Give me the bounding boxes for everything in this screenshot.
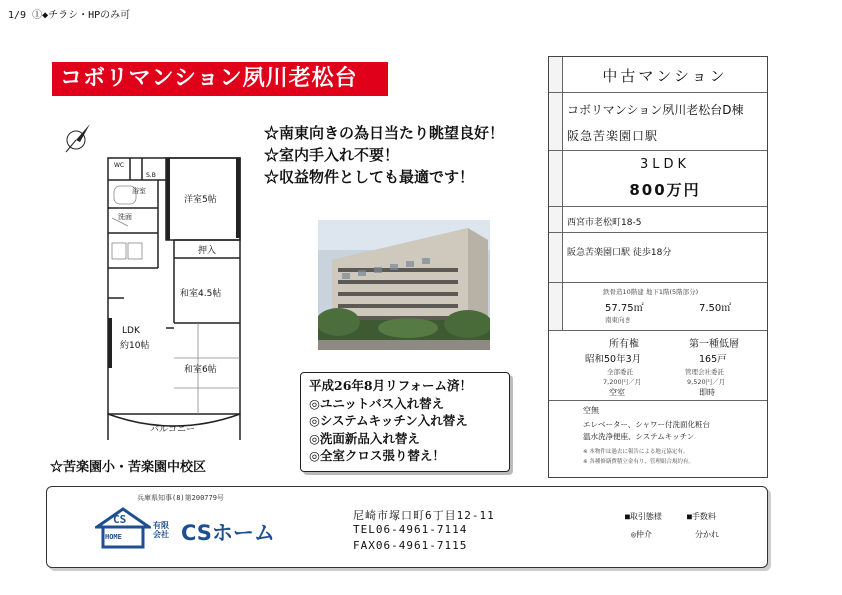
repair-fee: 9,520円／月 <box>687 378 726 386</box>
reform-item: ◎システムキッチン入れ替え <box>309 413 468 428</box>
property-name: コボリマンション夙川老松台D棟 <box>567 103 744 117</box>
access: 阪急苦楽園口駅 徒歩18分 <box>567 248 672 258</box>
current-status: 空室 <box>609 388 625 397</box>
address: 西宮市老松町18-5 <box>567 218 642 228</box>
room-storage: 押入 <box>198 246 217 256</box>
info-row-access <box>549 233 767 283</box>
direction: 南東向き <box>605 316 631 324</box>
management-company: 管理会社委託 <box>685 368 724 376</box>
building-photo-drawing <box>318 220 490 350</box>
legend-fee: ■手数料 <box>687 512 716 521</box>
row-head <box>549 207 563 232</box>
zoning: 第一種低層 <box>689 339 739 350</box>
floorplan <box>58 118 258 448</box>
license-number: 兵庫県知事(8)第200779号 <box>137 494 224 502</box>
room-bath: 浴室 <box>132 187 146 195</box>
room-japanese-2: 和室6帖 <box>184 365 217 375</box>
property-title-banner: コボリマンション夙川老松台 <box>52 62 388 96</box>
room-japanese-1: 和室4.5帖 <box>180 289 222 299</box>
area-main: 57.75㎡ <box>605 303 644 314</box>
legend-transaction: ■取引態様 <box>625 512 662 521</box>
equipment-2: 温水洗浄便座、システムキッチン <box>583 432 695 441</box>
feature-item: ☆南東向きの為日当たり眺望良好！ <box>264 124 505 142</box>
school-district: ☆苦楽園小・苦楽園中校区 <box>50 460 207 475</box>
info-row-equipment <box>549 401 767 477</box>
floorplan-drawing <box>58 118 258 448</box>
room-shoebox: S.B <box>146 172 156 179</box>
room-washroom: 洗面 <box>118 213 132 221</box>
nearest-station: 阪急苦楽園口駅 <box>567 129 659 143</box>
reform-item: ◎洗面新品入れ替え <box>309 430 420 446</box>
page-header: 1/9 ①◆チラシ・HPのみ可 <box>8 10 131 21</box>
parking: 空無 <box>583 406 599 415</box>
property-type: 中古マンション <box>602 67 728 85</box>
row-head <box>549 233 563 282</box>
room-ldk-size: 約10帖 <box>120 341 150 351</box>
info-row-type <box>549 57 767 93</box>
company-type: 有限会社 <box>153 521 169 539</box>
row-head <box>549 283 563 330</box>
legend-fee-value: 分かれ <box>695 530 719 539</box>
row-head <box>549 151 563 206</box>
reform-box <box>300 372 510 472</box>
info-row-name <box>549 93 767 151</box>
info-row-address <box>549 207 767 233</box>
row-head <box>549 93 563 150</box>
row-head <box>549 57 563 92</box>
room-balcony: バルコニー <box>150 425 196 435</box>
company-logo-icon <box>95 505 151 549</box>
feature-item: ☆収益物件としても最適です！ <box>264 168 475 186</box>
feature-list <box>264 122 504 188</box>
company-fax: FAX06-4961-7115 <box>353 539 468 552</box>
built-date: 昭和50年3月 <box>585 354 642 365</box>
legend-transaction-value: ◎仲介 <box>631 530 652 539</box>
info-row-structure <box>549 283 767 331</box>
room-ldk-title: LDK <box>122 326 140 336</box>
room-western: 洋室5帖 <box>184 195 217 205</box>
info-row-rights <box>549 331 767 401</box>
company-tel: TEL06-4961-7114 <box>353 523 468 536</box>
reform-title: 平成26年8月リフォーム済！ <box>309 378 472 393</box>
management-type: 全部委託 <box>607 368 633 376</box>
room-wc: WC <box>114 162 125 169</box>
reform-item: ◎ユニットバス入れ替え <box>309 395 445 411</box>
management-fee: 7,200円／月 <box>603 378 642 386</box>
logo-text-bottom: HOME <box>105 533 122 541</box>
area-balcony: 7.50㎡ <box>699 303 732 314</box>
feature-item: ☆室内手入れ不要！ <box>264 146 400 164</box>
property-info-table <box>548 56 768 478</box>
logo-text-top: CS <box>113 513 127 526</box>
equipment-1: エレベーター、シャワー付洗面化粧台 <box>583 420 711 429</box>
info-row-price <box>549 151 767 207</box>
company-footer <box>46 486 768 568</box>
reform-item: ◎全室クロス張り替え！ <box>309 448 445 463</box>
price: 800万円 <box>629 181 701 199</box>
company-address: 尼崎市塚口町6丁目12-11 <box>353 509 495 522</box>
unit-count: 165戸 <box>699 354 727 365</box>
structure: 鉄骨造10階建 地下1階(5階部分) <box>603 288 699 296</box>
remarks-1: ※ 本物件は過去に報告による地元協定有。 <box>583 449 689 455</box>
company-name: CSホーム <box>181 521 275 545</box>
building-photo <box>318 220 490 350</box>
layout: 3LDK <box>639 157 691 172</box>
ownership: 所有権 <box>609 339 639 350</box>
remarks-2: ※ 各種修繕費積立金有り、管理組合規約有。 <box>583 459 694 465</box>
delivery: 即時 <box>699 388 715 397</box>
